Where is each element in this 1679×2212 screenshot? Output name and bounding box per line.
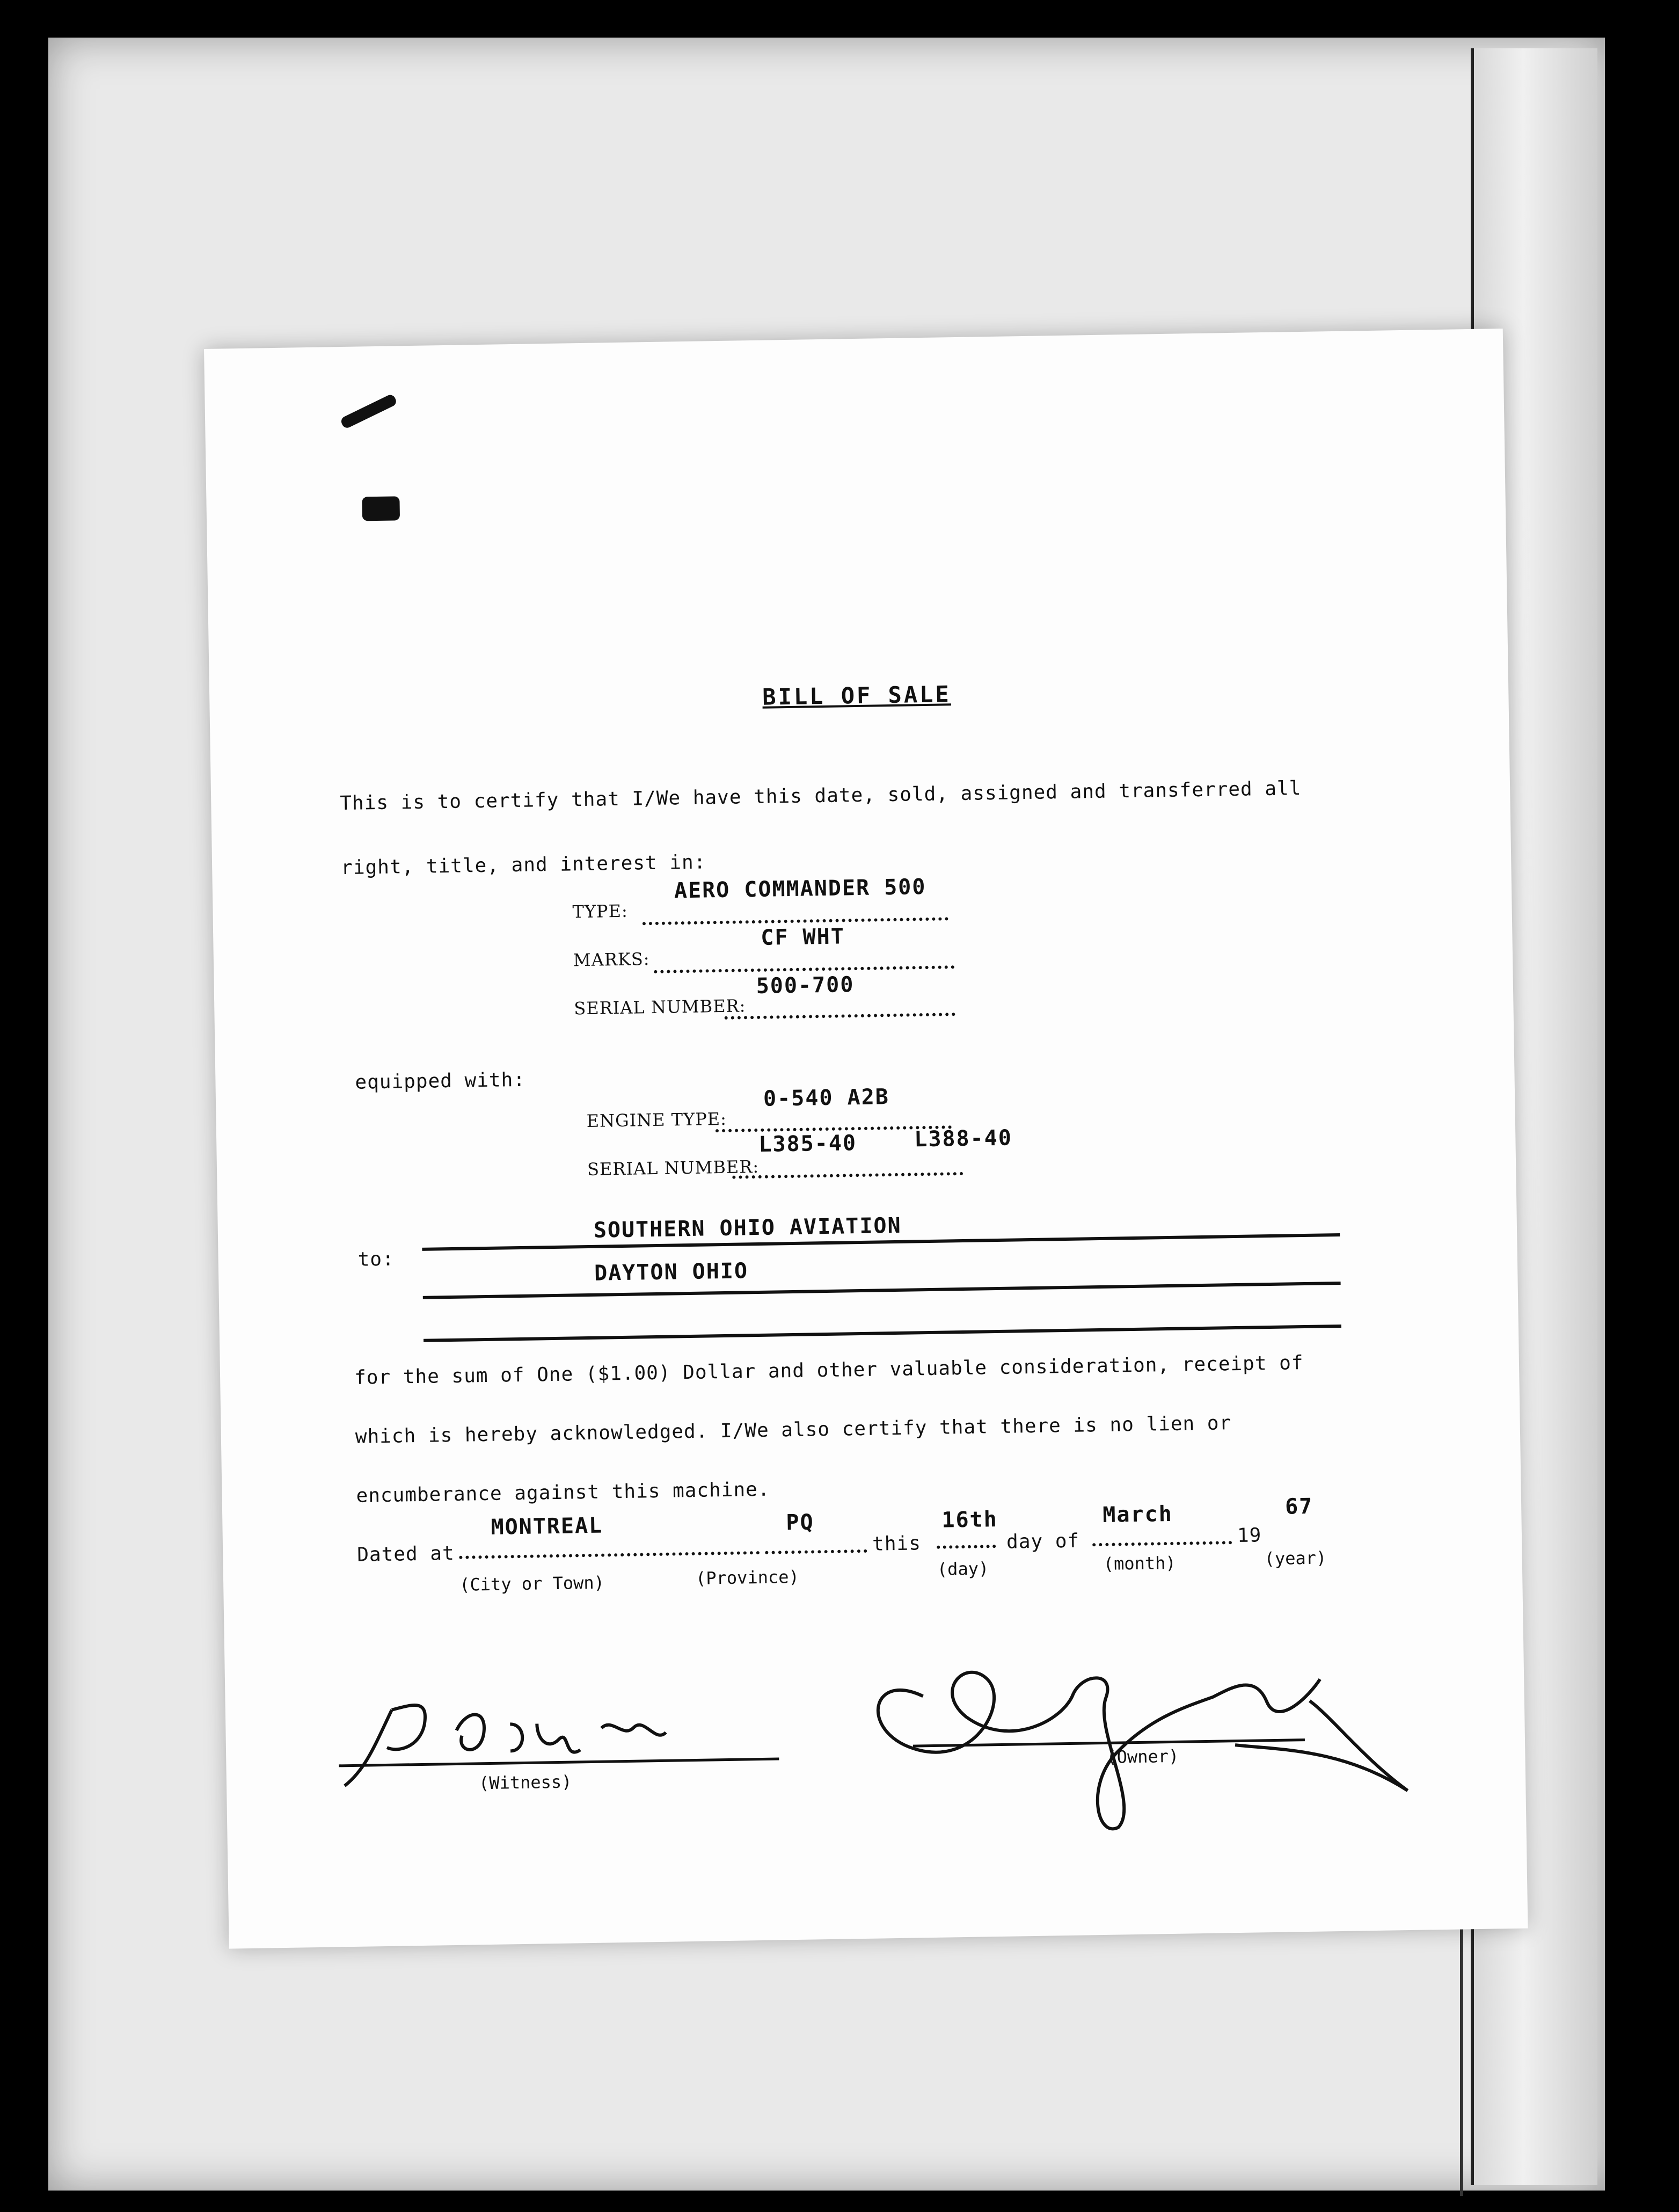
buyer-line-3-rule <box>424 1325 1341 1342</box>
to-label: to: <box>357 1248 395 1271</box>
city-caption: (City or Town) <box>459 1572 605 1595</box>
marks-label: MARKS: <box>573 949 650 971</box>
engine-serial-value-2: L388-40 <box>914 1125 1013 1152</box>
buyer-line-2-rule <box>423 1282 1341 1299</box>
intro-line-1: This is to certify that I/We have this date, sold, assigned and transferred all <box>340 777 1302 815</box>
city-line <box>459 1551 760 1559</box>
century-label: 19 <box>1237 1524 1262 1547</box>
engine-type-value: 0-540 A2B <box>763 1085 890 1111</box>
bill-of-sale-document <box>204 329 1528 1949</box>
dated-at-label: Dated at <box>356 1542 455 1566</box>
serial-number-label: SERIAL NUMBER: <box>574 995 746 1019</box>
day-line <box>937 1545 996 1549</box>
intro-line-2: right, title, and interest in: <box>340 851 706 879</box>
engine-type-label: ENGINE TYPE: <box>586 1108 727 1131</box>
document-title: BILL OF SALE <box>762 681 952 710</box>
province-value: PQ <box>786 1510 815 1536</box>
punch-hole-mark <box>362 496 400 521</box>
equipped-with-label: equipped with: <box>355 1068 526 1094</box>
backing-edge-line <box>1460 1906 1463 2196</box>
marks-value: CF WHT <box>760 924 845 950</box>
type-line <box>643 917 948 925</box>
consideration-line-2: which is hereby acknowledged. I/We also certify that there is no lien or <box>355 1412 1232 1448</box>
month-caption: (month) <box>1103 1552 1176 1574</box>
month-line <box>1092 1541 1232 1546</box>
this-label: this <box>872 1532 922 1555</box>
engine-serial-value-1: L385-40 <box>758 1131 857 1157</box>
engine-serial-line <box>732 1172 963 1179</box>
buyer-name: SOUTHERN OHIO AVIATION <box>593 1213 902 1243</box>
year-value: 67 <box>1284 1494 1313 1519</box>
type-label: TYPE: <box>572 900 628 922</box>
witness-signature <box>332 1671 817 1796</box>
day-caption: (day) <box>937 1558 989 1580</box>
marks-line <box>654 965 954 973</box>
buyer-city: DAYTON OHIO <box>594 1258 749 1286</box>
year-caption: (year) <box>1264 1547 1327 1569</box>
province-line <box>765 1549 867 1554</box>
province-caption: (Province) <box>695 1566 800 1589</box>
serial-number-value: 500-700 <box>756 972 855 999</box>
owner-caption: (Owner) <box>1106 1745 1179 1767</box>
staple-mark <box>340 393 398 430</box>
city-value: MONTREAL <box>491 1513 603 1540</box>
consideration-line-3: encumberance against this machine. <box>356 1478 770 1507</box>
engine-serial-label: SERIAL NUMBER: <box>587 1156 760 1180</box>
witness-caption: (Witness) <box>478 1771 572 1794</box>
type-value: AERO COMMANDER 500 <box>674 874 926 904</box>
day-of-label: day of <box>1006 1530 1080 1553</box>
owner-signature <box>836 1607 1483 1843</box>
day-value: 16th <box>941 1507 998 1533</box>
consideration-line-1: for the sum of One ($1.00) Dollar and other valuable consideration, receipt of <box>354 1352 1304 1389</box>
serial-number-line <box>725 1013 955 1020</box>
month-value: March <box>1102 1501 1173 1527</box>
